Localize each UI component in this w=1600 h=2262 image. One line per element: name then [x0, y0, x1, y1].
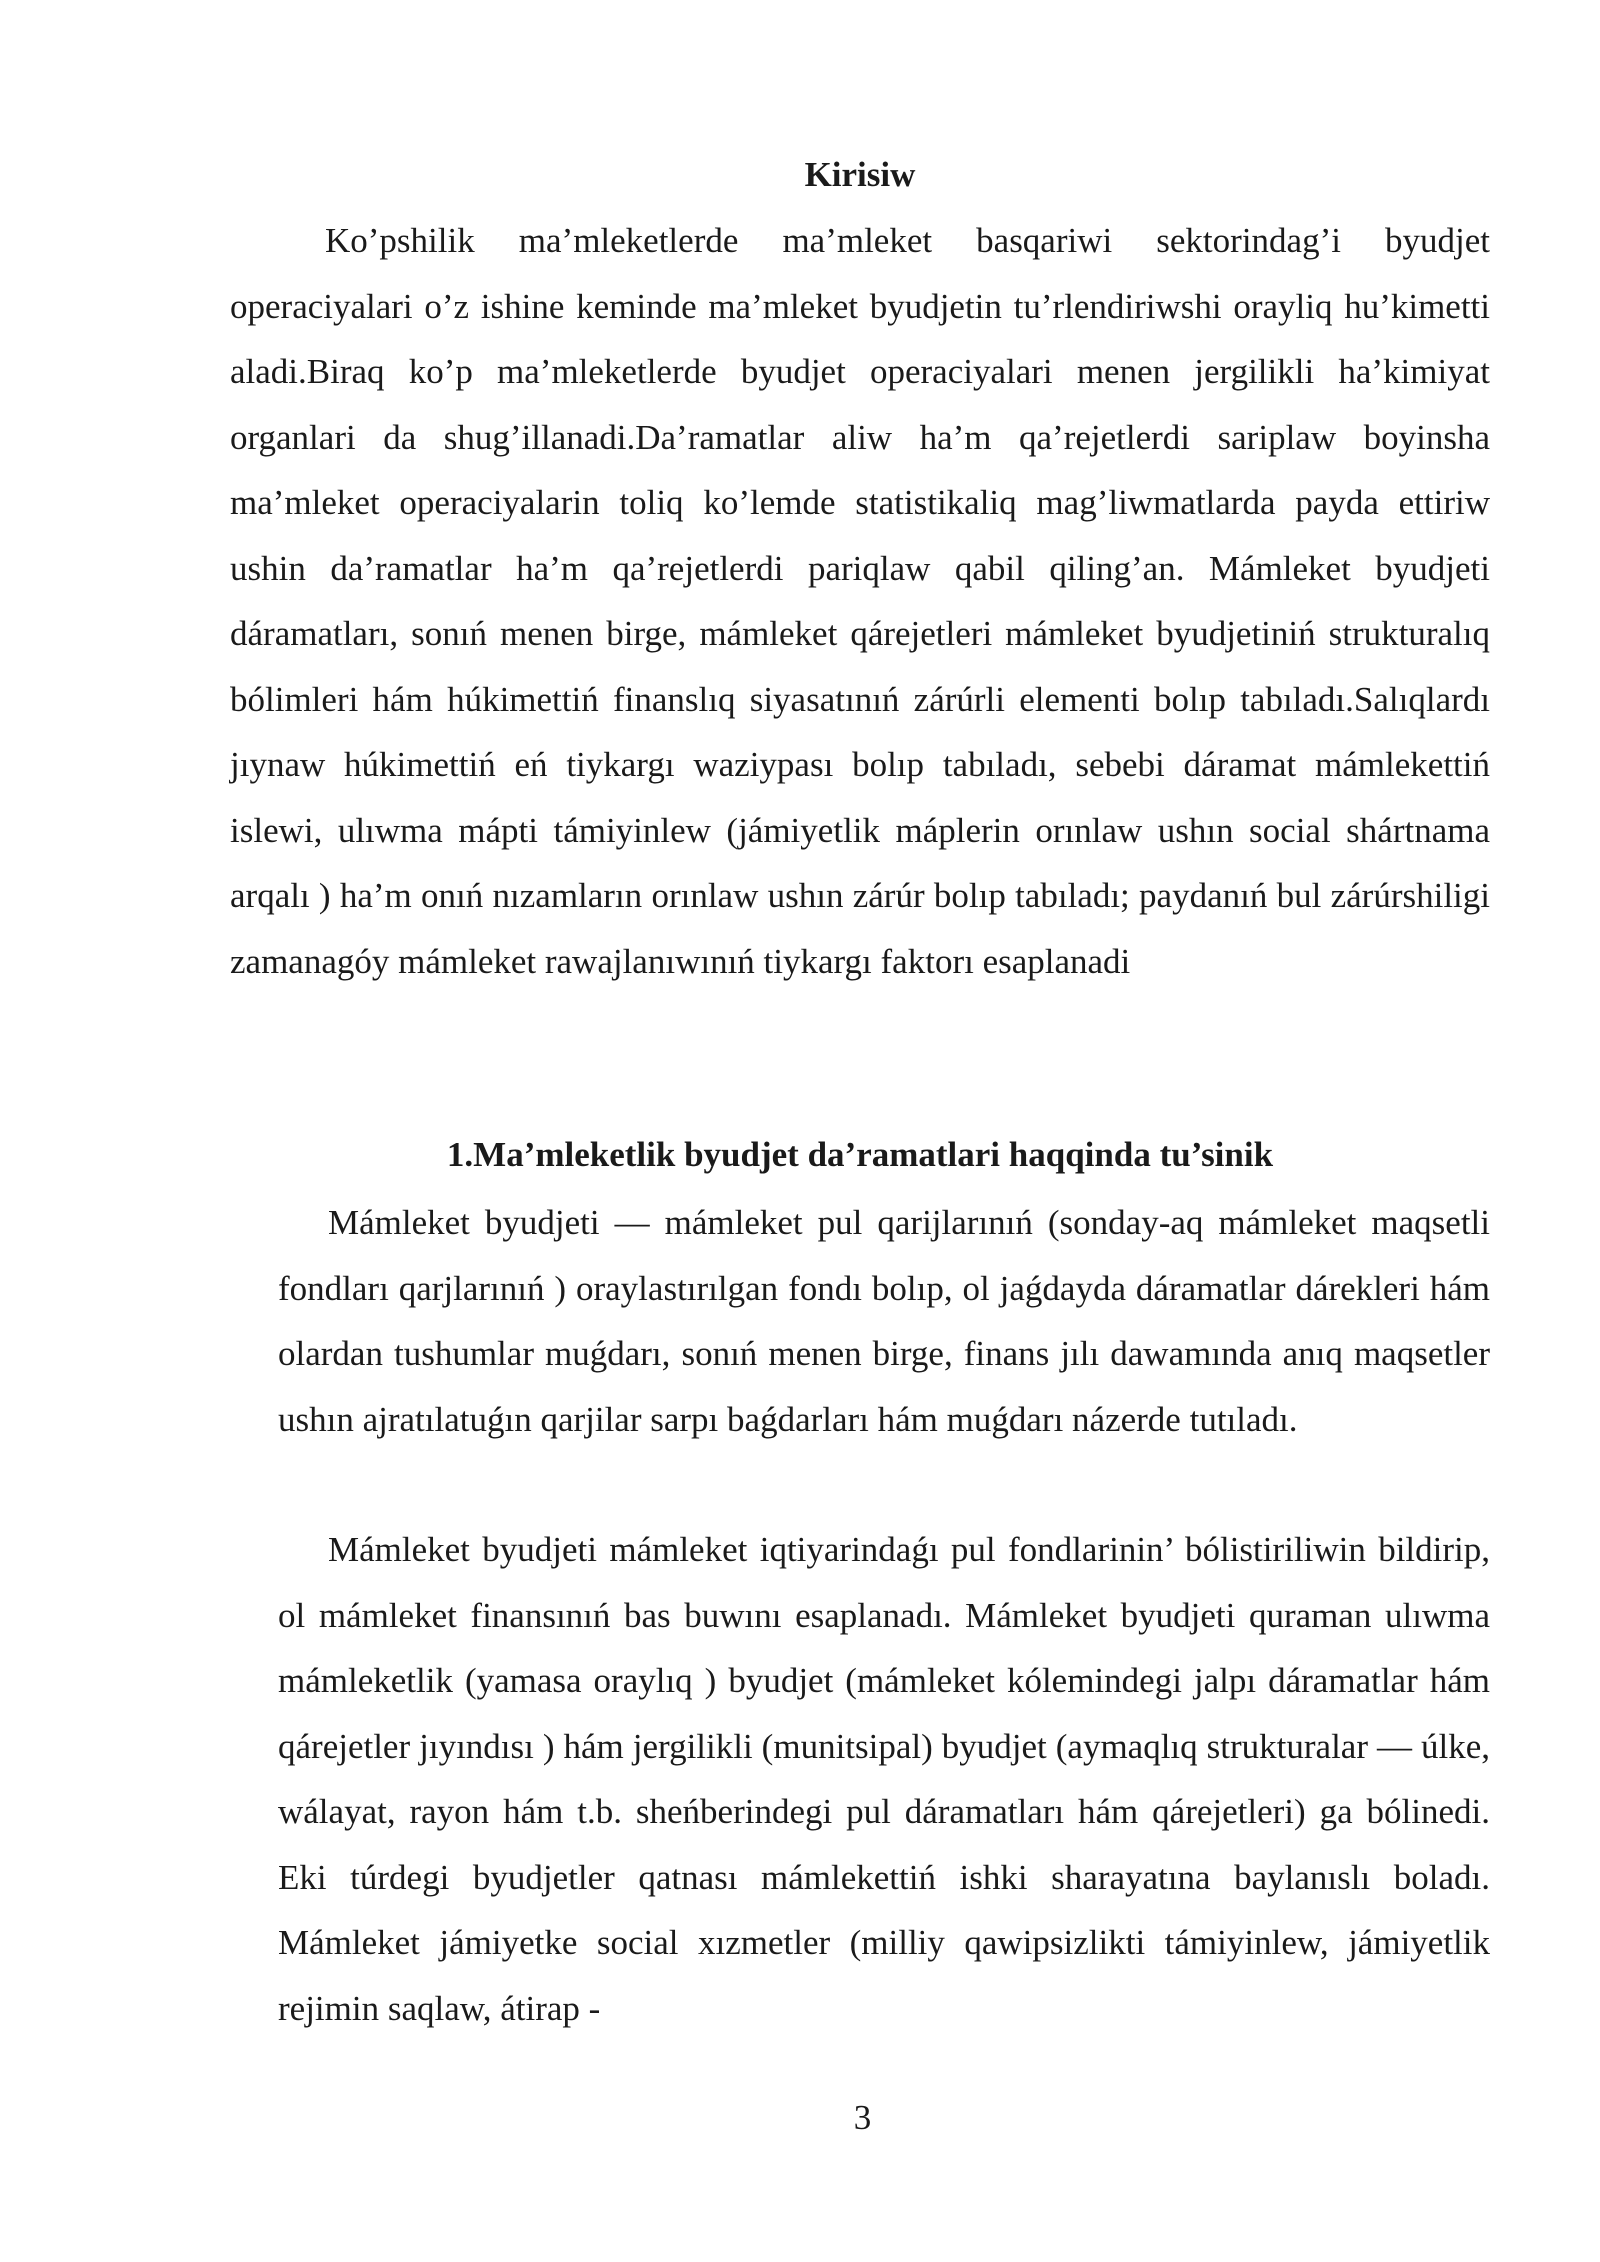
page-number: 3 [853, 2098, 872, 2137]
section-paragraph-1: Mámleket byudjeti — mámleket pul qarijlarınıń (sonday-aq mámleket maqsetli fondları qarjlarınıń ) oraylastırılgan fondı bolıp, ol jaǵdayda dáramatlar dárekleri hám olardan tushumlar muǵdarı, sonıń menen birge, finans jılı dawamında anıq maqsetler ushın ajratılatuǵın qarjilar sarpı baǵdarları hám muǵdarı názerde tutıladı. [278, 1203, 1490, 1439]
section-paragraph-2: Mámleket byudjeti mámleket iqtiyarindaǵı pul fondlarinin’ bólistiriliwin bildirip, ol mámleket finansınıń bas buwını esaplanadı. Mámleket byudjeti quraman ulıwma mámleketlik (yamasa oraylıq ) byudjet (mámleket kólemindegi jalpı dáramatlar hám qárejetler jıyındısı ) hám jergilikli (munitsipal) byudjet (aymaqlıq strukturalar — úlke, wálayat, rayon hám t.b. sheńberindegi pul dáramatları hám qárejetleri) ga bólinedi. Eki túrdegi byudjetler qatnası mámlekettiń ishki sharayatına baylanıslı boladı. Mámleket jámiyetke social xızmetler (milliy qawipsizlikti támiyinlew, jámiyetlik rejimin saqlaw, átirap - [278, 1530, 1490, 2028]
page-title: Kirisiw [804, 155, 916, 194]
section-heading: 1.Ma’mleketlik byudjet da’ramatlari haqqinda tu’sinik [446, 1135, 1274, 1174]
intro-paragraph: Ko’pshilik ma’mleketlerde ma’mleket basqariwi sektorindag’i byudjet operaciyalari o’z ishine keminde ma’mleket byudjetin tu’rlendiriwshi orayliq hu’kimetti aladi.Biraq ko’p ma’mleketlerde byudjet operaciyalari menen jergilikli ha’kimiyat organlari da shug’illanadi.Da’ramatlar aliw ha’m qa’rejetlerdi sariplaw boyinsha ma’mleket operaciyalarin toliq ko’lemde statistikaliq mag’liwmatlarda payda ettiriw ushin da’ramatlar ha’m qa’rejetlerdi pariqlaw qabil qiling’an. Mámleket byudjeti dáramatları, sonıń menen birge, mámleket qárejetleri mámleket byudjetiniń strukturalıq bólimleri hám húkimettiń finanslıq siyasatınıń zárúrli elementi bolıp tabıladı.Salıqlardı jıynaw húkimettiń eń tiykargı waziypası bolıp tabıladı, sebebi dáramat mámlekettiń islewi, ulıwma mápti támiyinlew (jámiyetlik máplerin orınlaw ushın social shártnama arqalı ) ha’m onıń nızamların orınlaw ushın zárúr bolıp tabıladı; paydanıń bul zárúrshiligi zamanagóy mámleket rawajlanıwınıń tiykargı faktorı esaplanadi [230, 221, 1490, 981]
